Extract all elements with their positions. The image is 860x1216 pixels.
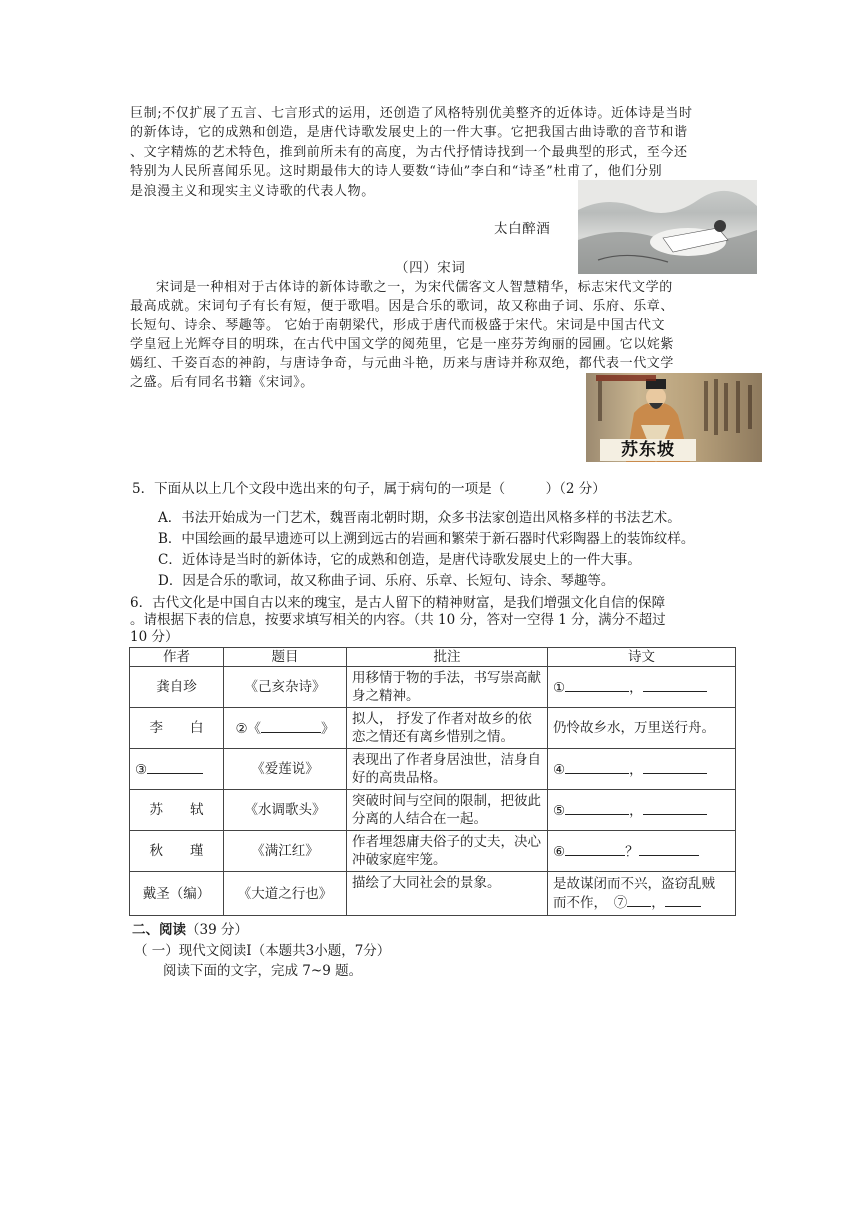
blank-number: ① [553,679,566,696]
title-bracket: 》 [321,720,335,737]
reading-subsection: （ 一）现代文阅读Ⅰ（本题共3小题，7分） [134,943,391,959]
su-dongpo-portrait [586,373,762,462]
answer-blank[interactable] [643,801,707,815]
blank-number: ⑥ [553,843,566,860]
blank-number: ②《 [235,720,262,737]
option-d: D．因是合乐的歌词，故又称曲子词、乐府、乐章、长短句、诗余、琴趣等。 [158,573,615,589]
question-stem-line: 10 分） [130,629,179,645]
title-cell: 《爱莲说》 [224,749,347,790]
title-cell: 《水调歌头》 [224,790,347,831]
paragraph-line: 嫣红、千姿百态的神韵，与唐诗争奇，与元曲斗艳，历来与唐诗并称双绝，都代表一代文学 [130,356,675,371]
portrait-label: 苏东坡 [600,439,696,461]
blank-separator: ， [651,895,665,911]
blank-number: ④ [553,761,566,778]
question-5-options [158,508,694,592]
author-cell: 戴圣（编） [130,872,224,916]
table-row [130,667,736,708]
table-row [130,749,736,790]
paragraph-line: 之盛。后有同名书籍《宋词》。 [130,375,314,390]
section-score: （39 分） [186,922,248,938]
intro-line: 巨制;不仅扩展了五言、七言形式的运用，还创造了风格特别优美整齐的近体诗。近体诗是当时 [130,106,693,121]
header-author: 作者 [130,648,224,667]
question-5 [132,479,606,500]
answer-blank[interactable] [147,760,203,774]
note-cell: 拟人， 抒发了作者对故乡的依恋之情还有离乡惜别之情。 [347,708,548,749]
note-cell: 突破时间与空间的限制，把彼此分离的人结合在一起。 [347,790,548,831]
note-cell: 表现出了作者身居浊世，洁身自好的高贵品格。 [347,749,548,790]
intro-line: 特别为人民所喜闻乐见。这时期最伟大的诗人要数“诗仙”李白和“诗圣”杜甫了，他们分别 [130,164,663,179]
figure-caption: 太白醉酒 [494,221,551,237]
table-row [130,708,736,749]
question-stem: 5．下面从以上几个文段中选出来的句子，属于病句的一项是（ ）（2 分） [132,481,606,497]
blank-separator: ？ [625,843,639,860]
header-note: 批注 [347,648,548,667]
paragraph-line: 最高成就。宋词句子有长有短，便于歌唱。因是合乐的歌词，故又称曲子词、乐府、乐章、 [130,299,675,314]
table-row [130,872,736,916]
intro-line: 是浪漫主义和现实主义诗歌的代表人物。 [130,184,375,199]
poem-cell [548,831,736,872]
poem-cell [548,790,736,831]
title-cell: 《己亥杂诗》 [224,667,347,708]
answer-blank[interactable] [643,678,707,692]
note-cell: 描绘了大同社会的景象。 [347,872,548,916]
blank-number: ③ [135,761,148,778]
poem-cell: 仍怜故乡水，万里送行舟。 [548,708,736,749]
answer-blank[interactable] [665,893,701,907]
poem-cell [548,667,736,708]
answer-blank[interactable] [565,678,629,692]
blank-separator: ， [629,802,643,819]
reading-section-heading [132,921,248,939]
header-poem: 诗文 [548,648,736,667]
blank-separator: ， [629,761,643,778]
title-cell [224,708,347,749]
answer-blank[interactable] [261,719,321,733]
author-cell: 龚自珍 [130,667,224,708]
answer-blank[interactable] [565,842,625,856]
blank-separator: ， [629,679,643,696]
poem-cell [548,872,736,916]
drunken-poet-painting [578,180,757,274]
note-cell: 作者埋怨庸夫俗子的丈夫，决心冲破家庭牢笼。 [347,831,548,872]
intro-line: 、文字精炼的艺术特色，推到前所未有的高度，为古代抒情诗找到一个最典型的形式，至今还 [130,145,688,160]
poem-line: 是故谋闭而不兴，盗窃乱贼 [553,876,715,892]
author-cell [130,749,224,790]
answer-blank[interactable] [565,801,629,815]
option-c: C．近体诗是当时的新体诗，它的成熟和创造，是唐代诗歌发展史上的一件大事。 [158,552,641,568]
section-heading: （四）宋词 [395,260,466,276]
option-b: B．中国绘画的最早遗迹可以上溯到远古的岩画和繁荣于新石器时代彩陶器上的装饰纹样。 [158,531,695,547]
answer-blank[interactable] [565,760,629,774]
question-stem-line: 。请根据下表的信息，按要求填写相关的内容。（共 10 分，答对一空得 1 分，满分不超过 [130,612,666,628]
table-header-row [130,648,736,667]
section-title: 二、阅读 [132,922,186,938]
answer-blank[interactable] [627,893,651,907]
author-cell: 苏 轼 [130,790,224,831]
author-cell: 秋 瑾 [130,831,224,872]
blank-number: ⑤ [553,802,566,819]
paragraph-line: 宋词是一种相对于古体诗的新体诗歌之一，为宋代儒客文人智慧精华，标志宋代文学的 [156,280,673,295]
author-cell: 李 白 [130,708,224,749]
note-cell: 用移情于物的手法，书写崇高献身之精神。 [347,667,548,708]
paragraph-line: 学皇冠上光辉夺目的明珠，在古代中国文学的阅苑里，它是一座芬芳绚丽的园圃。它以姹紫 [130,337,675,352]
answer-blank[interactable] [643,760,707,774]
literature-table [129,647,736,916]
option-a: A．书法开始成为一门艺术，魏晋南北朝时期，众多书法家创造出风格多样的书法艺术。 [158,510,681,526]
question-stem-line: 6．古代文化是中国自古以来的瑰宝，是古人留下的精神财富，是我们增强文化自信的保障 [130,595,666,611]
title-cell: 《满江红》 [224,831,347,872]
table-row [130,790,736,831]
title-cell: 《大道之行也》 [224,872,347,916]
reading-instruction: 阅读下面的文字，完成 7~9 题。 [163,963,363,979]
question-6 [130,595,666,646]
poem-cell [548,749,736,790]
poem-line [553,893,730,912]
intro-line: 的新体诗，它的成熟和创造，是唐代诗歌发展史上的一件大事。它把我国古曲诗歌的音节和谐 [130,125,688,140]
answer-blank[interactable] [639,842,699,856]
poem-text: 而不作， ⑦ [553,895,628,911]
table-row [130,831,736,872]
paragraph-line: 长短句、诗余、琴趣等。 它始于南朝梁代，形成于唐代而极盛于宋代。宋词是中国古代文 [130,318,666,333]
header-title: 题目 [224,648,347,667]
